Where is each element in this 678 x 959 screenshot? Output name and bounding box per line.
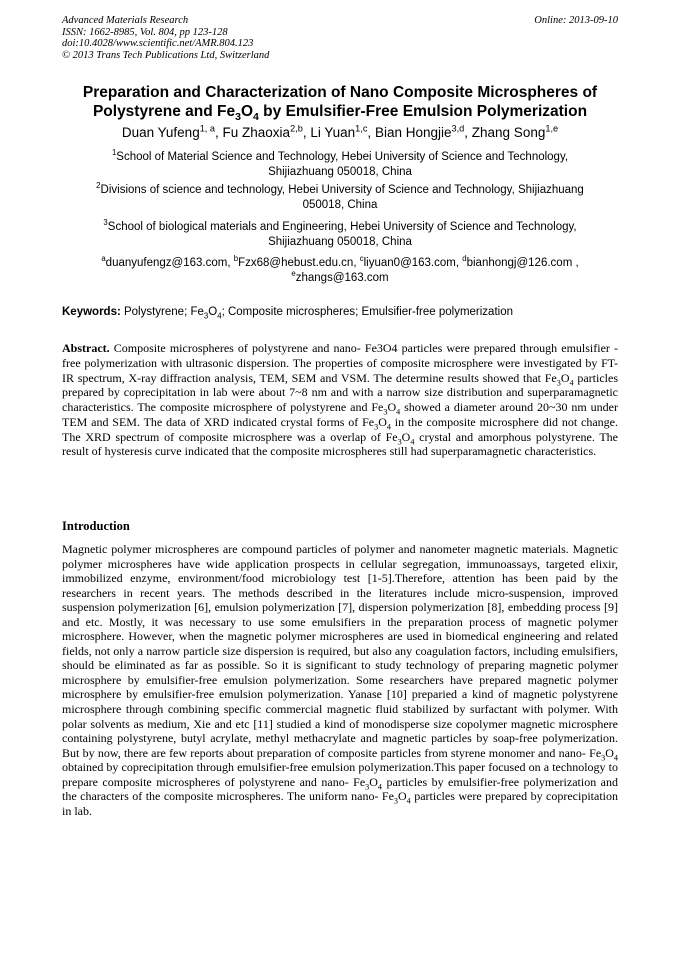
- journal-name: Advanced Materials Research: [62, 15, 189, 26]
- keywords: Keywords: Polystyrene; $Fe_3O_4$; Composite microspheres; Emulsifier-free polymerization: [62, 306, 513, 321]
- email-list: $^a$duanyufengz@163.com, $^b$Fzx68@hebust.edu.cn, $^c$liyuan0@163.com, $^d$bianhongj@126.com , $^e$zhangs@163.com: [101, 254, 579, 284]
- keywords-label: Keywords:: [62, 306, 121, 318]
- email-link[interactable]: $^e$zhangs@163.com: [291, 269, 389, 284]
- abstract-label: Abstract.: [62, 341, 110, 355]
- author: Zhang Song$^{1,e}$: [471, 123, 559, 140]
- email-link[interactable]: $^c$liyuan0@163.com: [359, 254, 456, 269]
- author: Fu Zhaoxia$^{2,b}$: [222, 123, 303, 140]
- affiliation-3: $^3$School of biological materials and Engineering, Hebei University of Science and Technology, Shijiazhuang 050018, China: [103, 218, 577, 248]
- email-link[interactable]: $^d$bianhongj@126.com: [462, 254, 573, 269]
- author: Bian Hongjie$^{3,d}$: [374, 123, 465, 140]
- doi-line: doi:10.4028/www.scientific.net/AMR.804.123: [62, 38, 254, 49]
- email-link[interactable]: $^b$Fzx68@hebust.edu.cn: [233, 254, 354, 269]
- title-line-2: Polystyrene and $Fe_3O_4$ by Emulsifier-Free Emulsion Polymerization: [92, 103, 588, 124]
- paper-title: [62, 83, 618, 124]
- journal-header: [62, 15, 618, 61]
- affiliation-1: $^1$School of Material Science and Technology, Hebei University of Science and Technology, Shijiazhuang 050018, China: [111, 148, 569, 178]
- section-heading-introduction: Introduction: [62, 519, 130, 533]
- author-list: Duan Yufeng$^{1, a}$, Fu Zhaoxia$^{2,b}$, Li Yuan$^{1,c}$, Bian Hongjie$^{3,d}$, Zhang Song$^{1,e}$: [121, 123, 559, 140]
- author: Li Yuan$^{1,c}$: [310, 123, 368, 140]
- email-link[interactable]: $^a$duanyufengz@163.com: [101, 254, 228, 269]
- copyright-line: © 2013 Trans Tech Publications Ltd, Switzerland: [62, 49, 270, 61]
- online-date: Online: 2013-09-10: [534, 15, 618, 26]
- abstract: Abstract. Composite microspheres of polystyrene and nano- Fe3O4 particles were prepared through emulsifier -free polymerization with ultrasonic dispersion. The properties of composite microsphere were investigated by FT-IR spectrum, X-ray diffraction analysis, TEM, SEM and VSM. The determine results showed that $Fe_3O_4$ particles prepared by coprecipitation in lab were about 7~8 nm and with a narrow size distribution and superparamagnetic characteristics. The composite microsphere of polystyrene and $Fe_3O_4$ showed a diameter around 20~30 nm under TEM and SEM. The data of XRD indicated crystal forms of $Fe_3O_4$ in the composite microsphere did not change. The XRD spectrum of composite microsphere was a overlap of $Fe_3O_4$ crystal and amorphous polystyrene. The result of hysteresis curve indicated that the composite microspheres still had superparamagnetic characteristics.: [62, 341, 618, 459]
- author: Duan Yufeng$^{1, a}$: [121, 123, 216, 140]
- introduction-body: Magnetic polymer microspheres are compound particles of polymer and nanometer magnetic materials. Magnetic polymer microspheres have wide application prospects in cellular segregation, immunoassays, targeted elixir, immobilized enzyme, environment/food microbiology test [1-5].Therefore, attention has been paid by the researchers in recent years. The methods described in the literatures include micro-suspension, improved suspension polymerization [6], emulsion polymerization [7], dispersion polymerization [8], embedding process [9] and etc. Mostly, it was necessary to use some emulsifiers in the preparation process of magnetic polymer microsphere. However, when the magnetic polymer microspheres are used in biomedical engineering and related fields, not only a narrow particle size dispersion is required, but also any coagulation factors, including emulsifiers, should be eliminated as far as possible. So it is significant to study technology of preparing magnetic polymer microsphere by emulsifier-free emulsion polymerization. Some researchers have prepared magnetic polymer microsphere by emulsifier-free emulsion polymerization. Yanase [10] preparied a kind of magnetic polystyrene microsphere through combining specific commercial magnetic fluid stabilized by surfactant with polymer. With polar solvents as medium, Xie and etc [11] studied a kind of monodisperse size copolymer magnetic microsphere containing polystyrene, butyl acrylate, methyl methacrylate and magnetic particles by soap-free polymerization. But by now, there are few reports about preparation of composite particles from styrene monomer and nano- $Fe_3O_4$ obtained by coprecipitation through emulsifier-free emulsion polymerization.This paper focused on a technology to prepare composite microspheres of polystyrene and nano- $Fe_3O_4$ particles by emulsifier-free polymerization and the characters of the composite microspheres. The uniform nano- $Fe_3O_4$ particles were prepared by coprecipitation in lab.: [62, 542, 619, 818]
- affiliation-2: $^2$Divisions of science and technology, Hebei University of Science and Technology, Shijiazhuang 050018, China: [96, 181, 584, 211]
- issn-line: ISSN: 1662-8985, Vol. 804, pp 123-128: [62, 26, 228, 38]
- title-line-1: Preparation and Characterization of Nano Composite Microspheres of: [82, 84, 598, 101]
